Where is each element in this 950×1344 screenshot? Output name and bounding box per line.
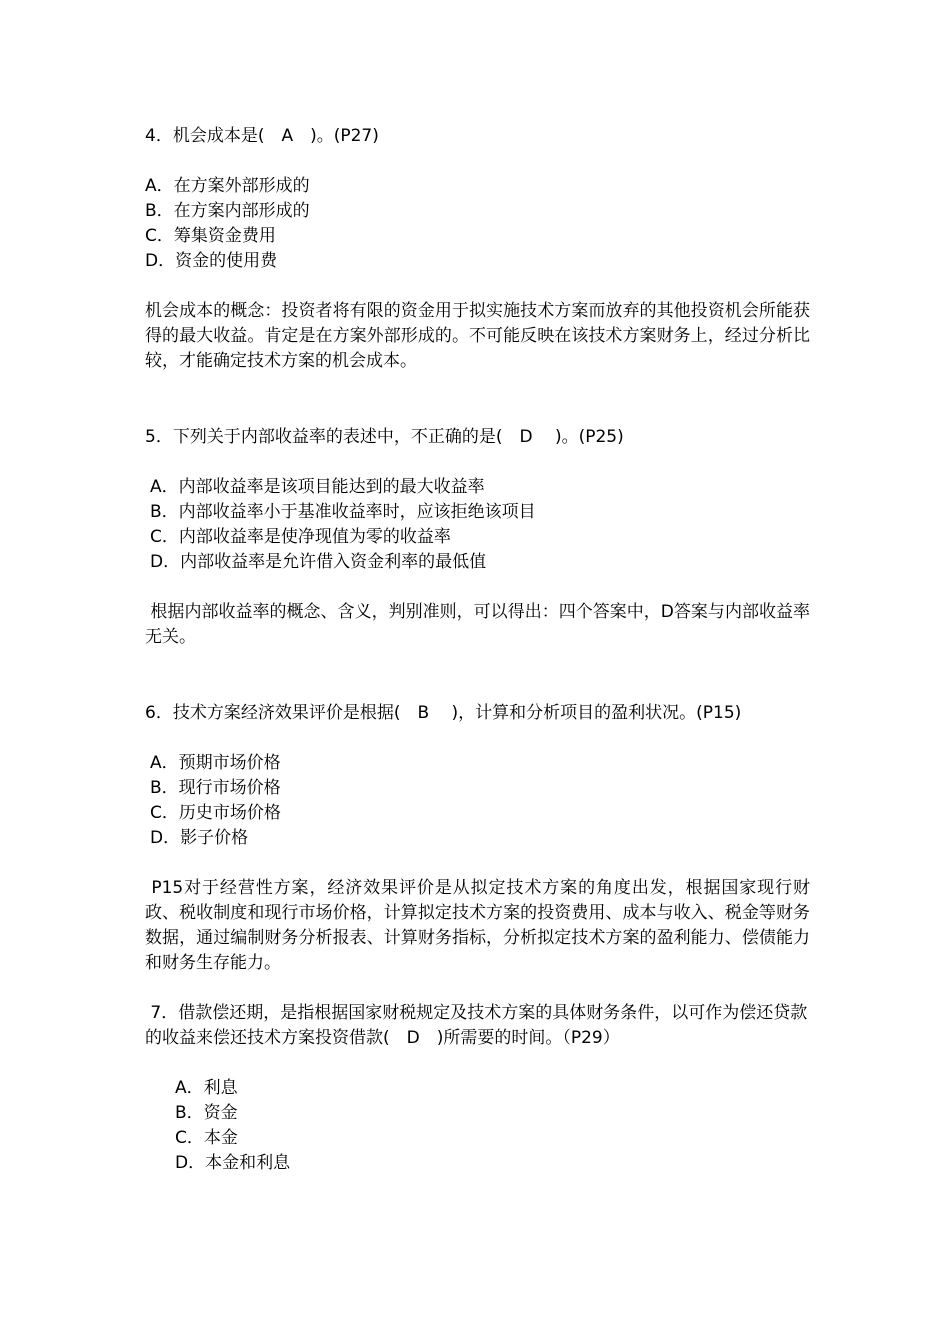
question-7-option-d: D．本金和利息	[175, 1153, 291, 1173]
question-5-option-d: D．内部收益率是允许借入资金利率的最低值	[150, 552, 487, 572]
question-6-option-b: B．现行市场价格	[150, 778, 281, 798]
question-6-stem: 6．技术方案经济效果评价是根据( B )，计算和分析项目的盈利状况。(P15)	[145, 703, 742, 723]
question-5-option-b: B．内部收益率小于基准收益率时，应该拒绝该项目	[150, 502, 536, 522]
question-6-option-d: D．影子价格	[150, 828, 249, 848]
question-6-explanation: P15对于经营性方案，经济效果评价是从拟定技术方案的角度出发，根据国家现行财政、税收制度和现行市场价格，计算拟定技术方案的投资费用、成本与收入、税金等财务数据，通过编制财务分析报表、计算财务指标，分析拟定技术方案的盈利能力、偿债能力和财务生存能力。	[145, 878, 810, 973]
document-page	[145, 124, 810, 1176]
question-5-option-c: C．内部收益率是使净现值为零的收益率	[150, 527, 451, 547]
question-7-options	[145, 1076, 810, 1176]
question-4-option-d: D．资金的使用费	[145, 251, 278, 271]
question-4-options	[145, 174, 810, 274]
question-4-option-a: A．在方案外部形成的	[145, 176, 310, 196]
question-5-stem: 5．下列关于内部收益率的表述中，不正确的是( D )。(P25)	[145, 427, 624, 447]
question-5-explanation: 根据内部收益率的概念、含义，判别准则，可以得出：四个答案中，D答案与内部收益率无关。	[145, 602, 810, 647]
question-6-options	[145, 751, 810, 851]
question-6-option-c: C．历史市场价格	[150, 803, 281, 823]
question-4-option-c: C．筹集资金费用	[145, 226, 276, 246]
question-6-option-a: A．预期市场价格	[150, 753, 281, 773]
question-5-option-a: A．内部收益率是该项目能达到的最大收益率	[150, 477, 485, 497]
question-7-option-c: C．本金	[175, 1128, 238, 1148]
question-7-option-a: A．利息	[175, 1078, 238, 1098]
question-5-options	[145, 475, 810, 575]
question-7-stem: 7．借款偿还期，是指根据国家财税规定及技术方案的具体财务条件，以可作为偿还贷款的收益来偿还技术方案投资借款( D )所需要的时间。（P29）	[145, 1003, 808, 1048]
question-7-option-b: B．资金	[175, 1103, 238, 1123]
question-4-option-b: B．在方案内部形成的	[145, 201, 310, 221]
question-4-explanation: 机会成本的概念：投资者将有限的资金用于拟实施技术方案而放弃的其他投资机会所能获得的最大收益。肯定是在方案外部形成的。不可能反映在该技术方案财务上，经过分析比较，才能确定技术方案的机会成本。	[145, 301, 810, 371]
question-4-stem: 4．机会成本是( A )。(P27)	[145, 126, 379, 146]
